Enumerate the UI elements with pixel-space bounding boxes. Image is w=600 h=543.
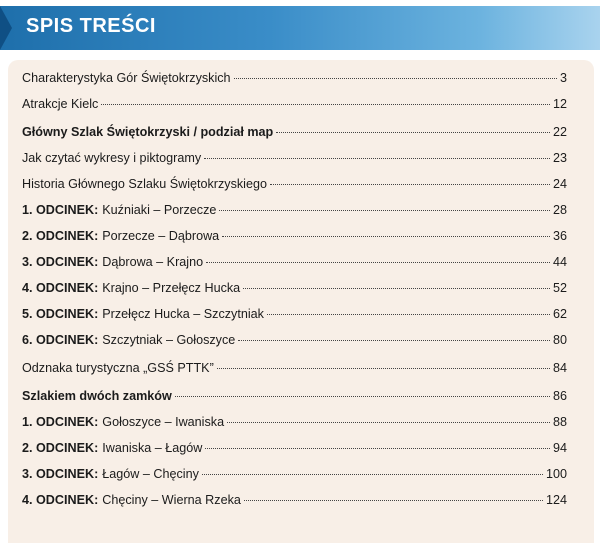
toc-entry-title: Atrakcje Kielc (22, 97, 99, 111)
toc-entry-section-label: 4. ODCINEK: (22, 281, 99, 295)
toc-entry-leader-dots (206, 262, 550, 263)
toc-entry-page-number: 24 (552, 177, 567, 191)
toc-entry-page-number: 62 (552, 307, 567, 321)
toc-entry-title: Główny Szlak Świętokrzyski / podział map (22, 125, 274, 139)
header (0, 0, 600, 52)
toc-entry-page-number: 28 (552, 203, 567, 217)
toc-entry-title: Przełęcz Hucka – Szczytniak (102, 307, 264, 321)
toc-entry-section-label: 5. ODCINEK: (22, 307, 99, 321)
toc-entry-leader-dots (217, 368, 550, 369)
toc-entry-section-label: 3. ODCINEK: (22, 467, 99, 481)
toc-entry-leader-dots (101, 104, 550, 105)
toc-entry-title: Łagów – Chęciny (102, 467, 199, 481)
toc-entry-section-label: 2. ODCINEK: (22, 441, 99, 455)
toc-entry-leader-dots (205, 448, 550, 449)
toc-entry[interactable] (22, 332, 567, 348)
toc-entry-page-number: 36 (552, 229, 567, 243)
toc-entry[interactable] (22, 150, 567, 166)
toc-entry-title: Historia Głównego Szlaku Świętokrzyskiego (22, 177, 267, 191)
toc-entry-page-number: 84 (552, 361, 567, 375)
toc-entry-section-label: 1. ODCINEK: (22, 203, 99, 217)
toc-entry-leader-dots (219, 210, 550, 211)
toc-entry-title: Szczytniak – Gołoszyce (102, 333, 236, 347)
toc-entry[interactable] (22, 360, 567, 376)
toc-entry[interactable] (22, 254, 567, 270)
toc-entry-title: Krajno – Przełęcz Hucka (102, 281, 241, 295)
toc-entry-section-label: 1. ODCINEK: (22, 415, 99, 429)
toc-entry-leader-dots (227, 422, 550, 423)
toc-entry-title: Dąbrowa – Krajno (102, 255, 204, 269)
toc-entry-page-number: 3 (559, 71, 567, 85)
toc-entry-title: Szlakiem dwóch zamków (22, 389, 172, 403)
toc-entry-page-number: 23 (552, 151, 567, 165)
toc-entry[interactable] (22, 176, 567, 192)
toc-entry-section-label: 3. ODCINEK: (22, 255, 99, 269)
toc-entry-page-number: 94 (552, 441, 567, 455)
toc-entry-page-number: 52 (552, 281, 567, 295)
toc-entry[interactable] (22, 466, 567, 482)
toc-entry-section-label: 2. ODCINEK: (22, 229, 99, 243)
toc-entry[interactable] (22, 70, 567, 86)
toc-entry-leader-dots (244, 500, 543, 501)
toc-entry-title: Porzecze – Dąbrowa (102, 229, 220, 243)
toc-entry-leader-dots (234, 78, 557, 79)
toc-entry-title: Kuźniaki – Porzecze (102, 203, 217, 217)
toc-entry-leader-dots (175, 396, 550, 397)
toc-entry-page-number: 80 (552, 333, 567, 347)
page-title: SPIS TREŚCI (26, 15, 156, 37)
toc-entry[interactable] (22, 280, 567, 296)
toc-entry-title: Charakterystyka Gór Świętokrzyskich (22, 71, 231, 85)
toc-entry[interactable] (22, 414, 567, 430)
toc-entry-page-number: 22 (552, 125, 567, 139)
toc-entry-leader-dots (202, 474, 543, 475)
toc-entry[interactable] (22, 202, 567, 218)
toc-entry-title: Odznaka turystyczna „GSŚ PTTK” (22, 361, 214, 375)
toc-entry-leader-dots (238, 340, 550, 341)
toc-entry-section-label: 6. ODCINEK: (22, 333, 99, 347)
toc-entry[interactable] (22, 492, 567, 508)
toc-entry[interactable] (22, 388, 567, 404)
toc-entry[interactable] (22, 124, 567, 140)
toc-entry-page-number: 86 (552, 389, 567, 403)
toc-entry-title: Chęciny – Wierna Rzeka (102, 493, 241, 507)
toc-entry-leader-dots (204, 158, 550, 159)
toc-entry-page-number: 44 (552, 255, 567, 269)
toc-entry-page-number: 124 (545, 493, 567, 507)
toc-entry-title: Jak czytać wykresy i piktogramy (22, 151, 202, 165)
header-notch (0, 6, 12, 50)
toc-entry[interactable] (22, 228, 567, 244)
toc-entry[interactable] (22, 440, 567, 456)
toc-entry-leader-dots (267, 314, 550, 315)
toc-entry-title: Gołoszyce – Iwaniska (102, 415, 225, 429)
toc-entry-leader-dots (243, 288, 550, 289)
toc-entry-leader-dots (276, 132, 550, 133)
toc-entry[interactable] (22, 96, 567, 112)
toc-entry-page-number: 12 (552, 97, 567, 111)
toc-entry-title: Iwaniska – Łagów (102, 441, 203, 455)
toc-entry-page-number: 100 (545, 467, 567, 481)
toc-entry-section-label: 4. ODCINEK: (22, 493, 99, 507)
toc-entry-page-number: 88 (552, 415, 567, 429)
toc-entry-leader-dots (222, 236, 550, 237)
toc-entry-leader-dots (270, 184, 550, 185)
toc-entry[interactable] (22, 306, 567, 322)
